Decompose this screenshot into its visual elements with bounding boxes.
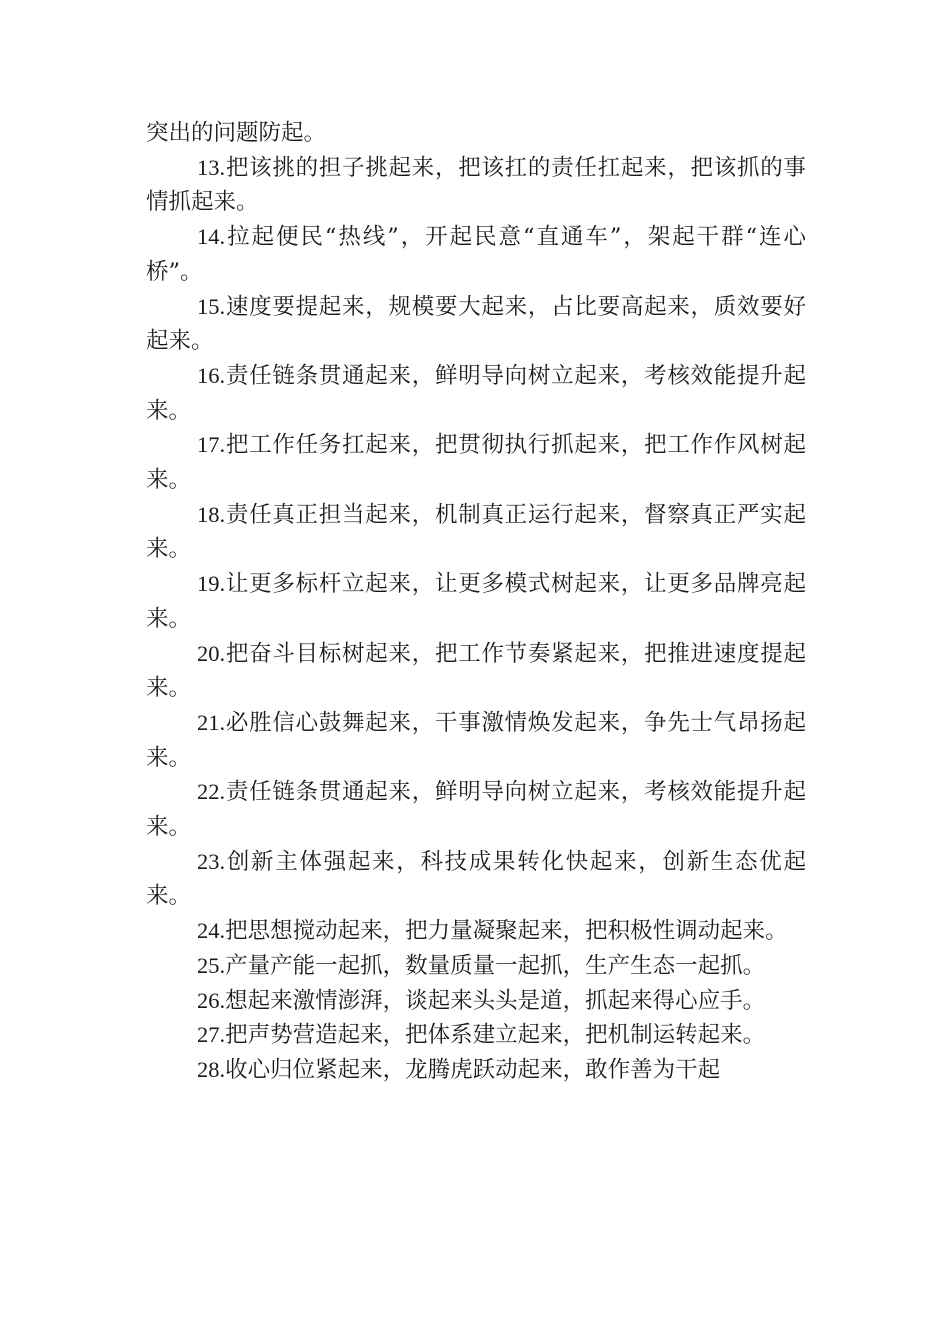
- item-number: 22.: [197, 779, 226, 805]
- list-item: [146, 775, 806, 844]
- document-body: [146, 116, 806, 1088]
- item-number: 25.: [197, 952, 226, 978]
- item-number: 13.: [197, 154, 226, 180]
- list-item: [146, 1053, 806, 1088]
- item-text: 拉起便民“热线”，开起民意“直通车”，架起干群“连心桥”。: [146, 224, 806, 285]
- item-number: 27.: [197, 1022, 226, 1048]
- list-item: [146, 637, 806, 706]
- list-item: [146, 151, 806, 220]
- item-text: 责任链条贯通起来，鲜明导向树立起来，考核效能提升起来。: [146, 362, 806, 424]
- numbered-list: [146, 151, 806, 1088]
- item-text: 把思想搅动起来，把力量凝聚起来，把积极性调动起来。: [225, 918, 788, 945]
- list-item: [146, 949, 806, 984]
- item-number: 16.: [197, 362, 226, 388]
- item-number: 28.: [197, 1056, 226, 1082]
- item-number: 26.: [197, 987, 226, 1013]
- item-text: 想起来激情澎湃，谈起来头头是道，抓起来得心应手。: [225, 987, 766, 1014]
- item-number: 15.: [197, 293, 226, 319]
- item-text: 收心归位紧起来，龙腾虎跃动起来，敢作善为干起: [225, 1056, 721, 1083]
- list-item: [146, 220, 806, 289]
- item-text: 让更多标杆立起来，让更多模式树起来，让更多品牌亮起来。: [146, 571, 806, 632]
- item-number: 14.: [197, 224, 226, 250]
- item-text: 创新主体强起来，科技成果转化快起来，创新生态优起来。: [146, 848, 806, 910]
- item-text: 速度要提起来，规模要大起来，占比要高起来，质效要好起来。: [146, 293, 806, 355]
- item-text: 必胜信心鼓舞起来，干事激情焕发起来，争先士气昂扬起来。: [146, 709, 806, 771]
- continuation-paragraph: 突出的问题防起。: [146, 120, 327, 146]
- item-number: 24.: [197, 918, 226, 944]
- item-text: 把声势营造起来，把体系建立起来，把机制运转起来。: [225, 1022, 766, 1049]
- list-item: [146, 914, 806, 949]
- list-item: [146, 845, 806, 914]
- item-text: 把该挑的担子挑起来，把该扛的责任扛起来，把该抓的事情抓起来。: [146, 154, 806, 216]
- item-number: 18.: [197, 501, 226, 527]
- item-number: 23.: [197, 848, 226, 874]
- list-item: [146, 706, 806, 775]
- list-item: [146, 1018, 806, 1053]
- item-text: 责任链条贯通起来，鲜明导向树立起来，考核效能提升起来。: [146, 779, 806, 841]
- item-text: 把奋斗目标树起来，把工作节奏紧起来，把推进速度提起来。: [146, 640, 806, 702]
- item-number: 21.: [197, 709, 226, 735]
- item-number: 20.: [197, 640, 226, 666]
- list-item: [146, 290, 806, 359]
- list-item: [146, 567, 806, 636]
- item-text: 把工作任务扛起来，把贯彻执行抓起来，把工作作风树起来。: [146, 432, 806, 494]
- list-item: [146, 359, 806, 428]
- item-number: 19.: [197, 571, 226, 597]
- list-item: [146, 428, 806, 497]
- list-item: [146, 498, 806, 567]
- list-item: [146, 984, 806, 1019]
- item-text: 责任真正担当起来，机制真正运行起来，督察真正严实起来。: [146, 501, 806, 563]
- item-text: 产量产能一起抓，数量质量一起抓，生产生态一起抓。: [225, 952, 766, 979]
- item-number: 17.: [197, 432, 226, 458]
